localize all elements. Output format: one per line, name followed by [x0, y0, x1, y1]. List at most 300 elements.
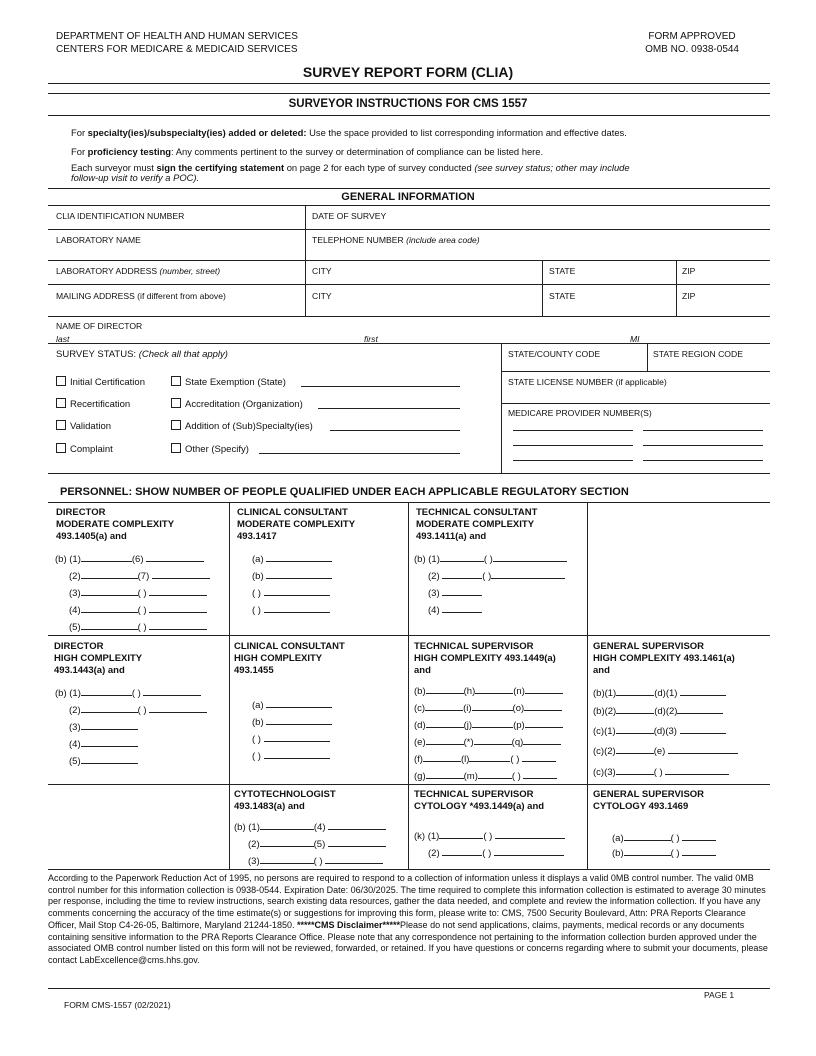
header-line: and: [593, 665, 610, 676]
blank-line[interactable]: [440, 552, 484, 562]
field-row[interactable]: [252, 569, 332, 582]
other-specify-line[interactable]: [259, 453, 460, 454]
recert-checkbox[interactable]: [56, 398, 130, 410]
text: For: [71, 146, 88, 157]
blank-line[interactable]: [524, 701, 562, 711]
field-label: (o): [512, 703, 525, 714]
checkbox-label: Initial Certification: [70, 377, 145, 388]
state-county-code-field[interactable]: STATE/COUNTY CODE: [508, 349, 601, 359]
field-row[interactable]: [248, 854, 383, 867]
disclaimer-text: Please do not send applications, claims, payments, medical records or any documents containing sensitive information to the PRA Reports Clearance Office. Please note that any correspondence not pertaining to the information collection burden approved under the associated OMB control number listed on this form will not be reviewed, forwarded, or retained. If you have questions or concerns regarding where to submit your documents, please contact LabExcellence@cms.hhs.gov.: [48, 919, 768, 965]
accreditation-line[interactable]: [318, 408, 460, 409]
zip-field[interactable]: ZIP: [682, 266, 696, 276]
technical-consultant-moderate-header: [416, 507, 537, 543]
blank-line[interactable]: [523, 769, 557, 779]
blank-line[interactable]: [680, 686, 726, 696]
field-row[interactable]: [252, 552, 332, 565]
header-line: TECHNICAL SUPERVISOR: [414, 789, 534, 800]
field-label: (b): [252, 717, 264, 728]
blank-line[interactable]: [152, 569, 210, 579]
field-row[interactable]: [248, 837, 386, 850]
field-label: (n): [513, 686, 525, 697]
field-label: ( ): [670, 833, 680, 844]
divider: [48, 229, 770, 230]
checkbox-icon[interactable]: [171, 376, 181, 386]
field-label: (b): [414, 686, 426, 697]
field-row[interactable]: [414, 552, 567, 565]
mailing-address-field[interactable]: MAILING ADDRESS (if different from above): [56, 291, 226, 301]
field-label: (5): [313, 839, 326, 850]
checkbox-label: Validation: [70, 421, 112, 432]
blank-line[interactable]: [495, 829, 565, 839]
field-row[interactable]: [593, 744, 738, 757]
medicare-provider-line[interactable]: [513, 460, 633, 461]
divider: [587, 502, 588, 869]
field-row[interactable]: [69, 720, 138, 733]
field-row[interactable]: [414, 752, 556, 765]
blank-line[interactable]: [665, 765, 729, 775]
divider: [48, 343, 770, 344]
blank-line[interactable]: [426, 718, 464, 728]
field-label: (c)(3): [593, 767, 616, 778]
blank-line[interactable]: [525, 684, 563, 694]
checkbox-icon[interactable]: [56, 420, 66, 430]
state-exemption-checkbox[interactable]: [171, 376, 286, 388]
addition-specialty-line[interactable]: [330, 430, 460, 431]
checkbox-icon[interactable]: [171, 398, 181, 408]
field-label: (4): [69, 605, 81, 616]
field-label: (4): [69, 739, 81, 750]
blank-line[interactable]: [494, 846, 564, 856]
validation-checkbox[interactable]: [56, 420, 111, 432]
divider: [501, 403, 770, 404]
blank-line[interactable]: [469, 752, 510, 762]
checkbox-label: Other (Specify): [185, 444, 249, 455]
field-label: (3): [69, 722, 81, 733]
text-italic: follow-up visit to verify a POC).: [71, 172, 200, 183]
blank-line[interactable]: [616, 686, 654, 696]
field-label: (b)(1): [593, 688, 617, 699]
field-label: (2): [69, 705, 81, 716]
technical-supervisor-high-header: [414, 641, 556, 677]
field-label: (p): [513, 720, 525, 731]
divider: [48, 988, 770, 989]
medicare-provider-line[interactable]: [513, 445, 633, 446]
blank-line[interactable]: [616, 744, 654, 754]
director-high-header: [54, 641, 142, 677]
divider: [542, 260, 543, 316]
field-label: (2): [428, 571, 440, 582]
blank-line[interactable]: [266, 715, 332, 725]
blank-line[interactable]: [624, 846, 671, 856]
checkbox-label: Addition of (Sub)Specialty(ies): [185, 421, 313, 432]
medicare-provider-label: MEDICARE PROVIDER NUMBER(S): [508, 408, 652, 418]
first-name-hint: first: [364, 334, 378, 344]
middle-initial-hint: MI: [630, 334, 640, 344]
blank-line[interactable]: [472, 701, 513, 711]
field-row[interactable]: [252, 586, 330, 599]
blank-line[interactable]: [493, 552, 567, 562]
blank-line[interactable]: [264, 586, 330, 596]
checkbox-icon[interactable]: [56, 443, 66, 453]
blank-line[interactable]: [149, 620, 207, 630]
telephone-field[interactable]: [312, 235, 480, 245]
initial-cert-checkbox[interactable]: [56, 376, 145, 388]
survey-status-note: (Check all that apply): [138, 349, 228, 360]
field-label: ( ): [137, 622, 147, 633]
lab-address-label: LABORATORY ADDRESS: [56, 266, 160, 276]
blank-line[interactable]: [325, 854, 383, 864]
field-row[interactable]: [593, 724, 726, 737]
blank-line[interactable]: [264, 749, 330, 759]
blank-line[interactable]: [328, 820, 386, 830]
header-line: TECHNICAL SUPERVISOR: [414, 641, 534, 652]
blank-line[interactable]: [81, 737, 138, 747]
city-field[interactable]: CITY: [312, 266, 332, 276]
instruction-specialty: [71, 127, 627, 138]
field-row[interactable]: [593, 765, 729, 778]
field-label: ( ): [511, 771, 521, 782]
blank-line[interactable]: [149, 603, 207, 613]
mailing-city-field[interactable]: CITY: [312, 291, 332, 301]
divider: [48, 316, 770, 317]
lab-address-note: (number, street): [159, 266, 221, 276]
header-line: MODERATE COMPLEXITY: [416, 519, 535, 530]
state-region-code-field[interactable]: STATE REGION CODE: [653, 349, 743, 359]
divider: [229, 502, 230, 869]
blank-line[interactable]: [616, 765, 654, 775]
field-label: (d): [414, 720, 426, 731]
omb-number: OMB NO. 0938-0544: [645, 44, 739, 55]
field-row[interactable]: [612, 831, 716, 844]
field-label: ( ): [482, 848, 492, 859]
clia-id-field[interactable]: CLIA IDENTIFICATION NUMBER: [56, 211, 185, 221]
form-id: FORM CMS-1557 (02/2021): [64, 1000, 171, 1010]
divider: [408, 502, 409, 869]
field-label: (m): [463, 771, 478, 782]
header-line: TECHNICAL CONSULTANT: [416, 507, 538, 518]
divider: [48, 284, 770, 285]
divider: [48, 83, 770, 84]
cytotechnologist-header: [234, 789, 336, 813]
header-line: 493.1483(a) and: [234, 801, 305, 812]
blank-line[interactable]: [81, 703, 138, 713]
header-line: HIGH COMPLEXITY 493.1461(a): [593, 653, 735, 664]
blank-line[interactable]: [264, 603, 330, 613]
blank-line[interactable]: [81, 586, 138, 596]
field-row[interactable]: [428, 603, 482, 616]
field-label: (a): [252, 700, 264, 711]
approved-line-1: FORM APPROVED: [648, 31, 736, 42]
medicare-provider-line[interactable]: [643, 460, 763, 461]
blank-line[interactable]: [677, 704, 723, 714]
blank-line[interactable]: [474, 735, 512, 745]
field-label: (h): [463, 686, 476, 697]
field-label: (l): [460, 754, 470, 765]
field-label: (5): [69, 756, 81, 767]
survey-status-label: [56, 349, 228, 360]
field-row[interactable]: [252, 749, 330, 762]
blank-line[interactable]: [426, 769, 464, 779]
field-row[interactable]: [593, 686, 726, 699]
field-label: (4): [428, 605, 440, 616]
field-row[interactable]: [252, 715, 332, 728]
field-row[interactable]: [55, 686, 201, 699]
field-row[interactable]: [69, 703, 207, 716]
text-bold: sign the certifying statement: [156, 162, 285, 173]
field-row[interactable]: [69, 737, 138, 750]
blank-line[interactable]: [328, 837, 386, 847]
divider: [48, 188, 770, 189]
survey-status-text: SURVEY STATUS:: [56, 349, 139, 360]
header-line: CYTOLOGY *493.1449(a) and: [414, 801, 545, 812]
field-label: (b): [612, 848, 624, 859]
mailing-state-field[interactable]: STATE: [549, 291, 576, 301]
field-label: (d)(1): [654, 688, 678, 699]
field-label: ( ): [137, 605, 147, 616]
text-bold: specialty(ies)/subspecialty(ies) added or deleted:: [87, 127, 307, 138]
blank-line[interactable]: [426, 684, 464, 694]
blank-line[interactable]: [81, 569, 138, 579]
director-moderate-header: [56, 507, 174, 543]
field-row[interactable]: [414, 701, 562, 714]
header-line: MODERATE COMPLEXITY: [237, 519, 356, 530]
state-exemption-line[interactable]: [301, 386, 460, 387]
header-line: and: [414, 665, 431, 676]
blank-line[interactable]: [682, 846, 716, 856]
blank-line[interactable]: [260, 854, 314, 864]
blank-line[interactable]: [668, 744, 738, 754]
blank-line[interactable]: [616, 724, 654, 734]
field-label: ( ): [483, 831, 493, 842]
blank-line[interactable]: [425, 701, 463, 711]
field-label: (e): [414, 737, 426, 748]
field-label: (2): [248, 839, 260, 850]
blank-line[interactable]: [260, 837, 314, 847]
blank-line[interactable]: [81, 686, 132, 696]
field-row[interactable]: [252, 732, 330, 745]
field-label: ( ): [252, 734, 261, 745]
field-label: (2): [69, 571, 81, 582]
blank-line[interactable]: [478, 769, 512, 779]
medicare-provider-line[interactable]: [643, 430, 763, 431]
header-line: HIGH COMPLEXITY 493.1449(a): [414, 653, 556, 664]
field-row[interactable]: [55, 552, 204, 565]
field-label: (c)(2): [593, 746, 616, 757]
field-row[interactable]: [69, 620, 207, 633]
field-row[interactable]: [234, 820, 386, 833]
blank-line[interactable]: [260, 820, 314, 830]
blank-line[interactable]: [149, 586, 207, 596]
blank-line[interactable]: [616, 704, 654, 714]
date-of-survey-field[interactable]: DATE OF SURVEY: [312, 211, 387, 221]
text: on page 2 for each type of survey conducted: [284, 162, 475, 173]
checkbox-label: Recertification: [70, 399, 131, 410]
field-row[interactable]: [612, 846, 716, 859]
checkbox-label: Complaint: [70, 444, 113, 455]
field-label: ( ): [137, 705, 147, 716]
blank-line[interactable]: [439, 829, 483, 839]
field-label: (*): [463, 737, 474, 748]
field-row[interactable]: [414, 718, 563, 731]
field-row[interactable]: [252, 698, 332, 711]
blank-line[interactable]: [81, 620, 138, 630]
header-line: CYTOTECHNOLOGIST: [234, 789, 336, 800]
paperwork-reduction-notice: [48, 873, 768, 967]
other-checkbox[interactable]: [171, 443, 249, 455]
blank-line[interactable]: [81, 552, 132, 562]
header-line: CYTOLOGY 493.1469: [593, 801, 689, 812]
medicare-provider-line[interactable]: [643, 445, 763, 446]
divider: [48, 115, 770, 116]
blank-line[interactable]: [442, 846, 482, 856]
field-label: (f): [414, 754, 423, 765]
field-label: ( ): [137, 588, 147, 599]
telephone-note: (include area code): [406, 235, 480, 245]
blank-line[interactable]: [442, 603, 482, 613]
header-line: 493.1411(a) and: [416, 531, 487, 542]
field-label: ( ): [653, 767, 663, 778]
divider: [48, 473, 770, 474]
header-line: DIRECTOR: [56, 507, 106, 518]
field-label: ( ): [670, 848, 680, 859]
divider: [48, 784, 770, 785]
header-line: GENERAL SUPERVISOR: [593, 641, 705, 652]
checkbox-icon[interactable]: [56, 376, 66, 386]
header-line: 493.1455: [234, 665, 274, 676]
field-label: ( ): [131, 688, 141, 699]
header-line: CLINICAL CONSULTANT: [234, 641, 345, 652]
header-line: HIGH COMPLEXITY: [234, 653, 323, 664]
blank-line[interactable]: [475, 684, 513, 694]
divider: [48, 502, 770, 503]
notice-text: According to the Paperwork Reduction Act of 1995, no persons are required to respond to a collection of information unless it displays a valid 0MB control number. The valid 0MB control number for this information collection is 0938-0544. Expiration Date: 06/30/2025. The time required to complete this information collection is estimated to average 30 minutes per response, including the time to review instructions, search existing data resources, gather the data needed, and complete and review the information collection. If you have any comments concerning the accuracy of the time estimate(s) or suggestions for improving this form, please write to: CMS, 7500 Security Boulevard, Attn: PRA Reports Clearance Officer, Mail Stop C4-26-05, Baltimore, Maryland 21244-1850.: [48, 873, 766, 930]
blank-line[interactable]: [266, 698, 332, 708]
field-row[interactable]: [593, 704, 723, 717]
header-line: MODERATE COMPLEXITY: [56, 519, 175, 530]
medicare-provider-line[interactable]: [513, 430, 633, 431]
blank-line[interactable]: [682, 831, 716, 841]
field-row[interactable]: [252, 603, 330, 616]
field-row[interactable]: [428, 569, 565, 582]
field-row[interactable]: [69, 603, 207, 616]
divider: [305, 205, 306, 316]
blank-line[interactable]: [81, 754, 138, 764]
last-name-hint: last: [56, 334, 70, 344]
complaint-checkbox[interactable]: [56, 443, 113, 455]
field-label: ( ): [483, 554, 493, 565]
blank-line[interactable]: [143, 686, 201, 696]
director-name-field[interactable]: NAME OF DIRECTOR: [56, 321, 143, 331]
blank-line[interactable]: [266, 552, 332, 562]
field-row[interactable]: [414, 769, 557, 782]
field-label: (c)(1): [593, 726, 616, 737]
field-row[interactable]: [428, 846, 564, 859]
field-label: ( ): [252, 588, 261, 599]
field-row[interactable]: [69, 586, 207, 599]
blank-line[interactable]: [442, 569, 482, 579]
header-line: 493.1443(a) and: [54, 665, 125, 676]
state-license-field[interactable]: STATE LICENSE NUMBER (if applicable): [508, 377, 667, 387]
blank-line[interactable]: [426, 735, 464, 745]
field-row[interactable]: [69, 754, 138, 767]
field-row[interactable]: [414, 735, 561, 748]
field-label: (i): [463, 703, 472, 714]
blank-line[interactable]: [680, 724, 726, 734]
dept-line-2: CENTERS FOR MEDICARE & MEDICAID SERVICES: [56, 44, 298, 55]
header-line: 493.1405(a) and: [56, 531, 127, 542]
field-label: (b)(2): [593, 706, 617, 717]
addition-specialty-checkbox[interactable]: [171, 420, 313, 432]
field-label: (2): [428, 848, 440, 859]
blank-line[interactable]: [525, 718, 563, 728]
technical-supervisor-cytology-header: [414, 789, 544, 813]
checkbox-icon[interactable]: [171, 420, 181, 430]
blank-line[interactable]: [149, 703, 207, 713]
agency-name: [56, 30, 298, 56]
divider: [48, 205, 770, 206]
field-label: ( ): [252, 605, 261, 616]
field-label: (e): [653, 746, 666, 757]
mailing-zip-field[interactable]: ZIP: [682, 291, 696, 301]
blank-line[interactable]: [81, 720, 138, 730]
blank-line[interactable]: [442, 586, 482, 596]
checkbox-icon[interactable]: [56, 398, 66, 408]
header-line: 493.1417: [237, 531, 277, 542]
blank-line[interactable]: [624, 831, 671, 841]
text: : Any comments pertinent to the survey or determination of compliance can be listed here.: [171, 146, 544, 157]
state-field[interactable]: STATE: [549, 266, 576, 276]
field-label: (3): [248, 856, 260, 867]
field-label: (3): [428, 588, 440, 599]
field-label: (4): [313, 822, 326, 833]
blank-line[interactable]: [266, 569, 332, 579]
field-label: ( ): [252, 751, 261, 762]
checkbox-icon[interactable]: [171, 443, 181, 453]
clinical-consultant-moderate-header: [237, 507, 355, 543]
field-row[interactable]: [69, 569, 210, 582]
blank-line[interactable]: [264, 732, 330, 742]
lab-name-field[interactable]: LABORATORY NAME: [56, 235, 141, 245]
field-label: (a): [612, 833, 624, 844]
blank-line[interactable]: [472, 718, 513, 728]
field-label: (k) (1): [414, 831, 440, 842]
blank-line[interactable]: [81, 603, 138, 613]
blank-line[interactable]: [522, 752, 556, 762]
lab-address-field[interactable]: [56, 266, 220, 276]
field-label: (b) (1): [234, 822, 260, 833]
header-line: GENERAL SUPERVISOR: [593, 789, 705, 800]
blank-line[interactable]: [523, 735, 561, 745]
blank-line[interactable]: [423, 752, 461, 762]
field-row[interactable]: [414, 829, 565, 842]
blank-line[interactable]: [491, 569, 565, 579]
field-label: (3): [69, 588, 81, 599]
text: Use the space provided to list corresponding information and effective dates.: [306, 127, 627, 138]
field-label: (5): [69, 622, 81, 633]
field-label: (7): [137, 571, 150, 582]
dept-line-1: DEPARTMENT OF HEALTH AND HUMAN SERVICES: [56, 31, 298, 42]
general-supervisor-high-header: [593, 641, 735, 677]
field-label: ( ): [313, 856, 323, 867]
field-row[interactable]: [414, 684, 563, 697]
checkbox-label: Accreditation (Organization): [185, 399, 303, 410]
blank-line[interactable]: [146, 552, 204, 562]
divider: [501, 343, 502, 473]
field-label: (g): [414, 771, 426, 782]
accreditation-checkbox[interactable]: [171, 398, 303, 410]
field-row[interactable]: [428, 586, 482, 599]
